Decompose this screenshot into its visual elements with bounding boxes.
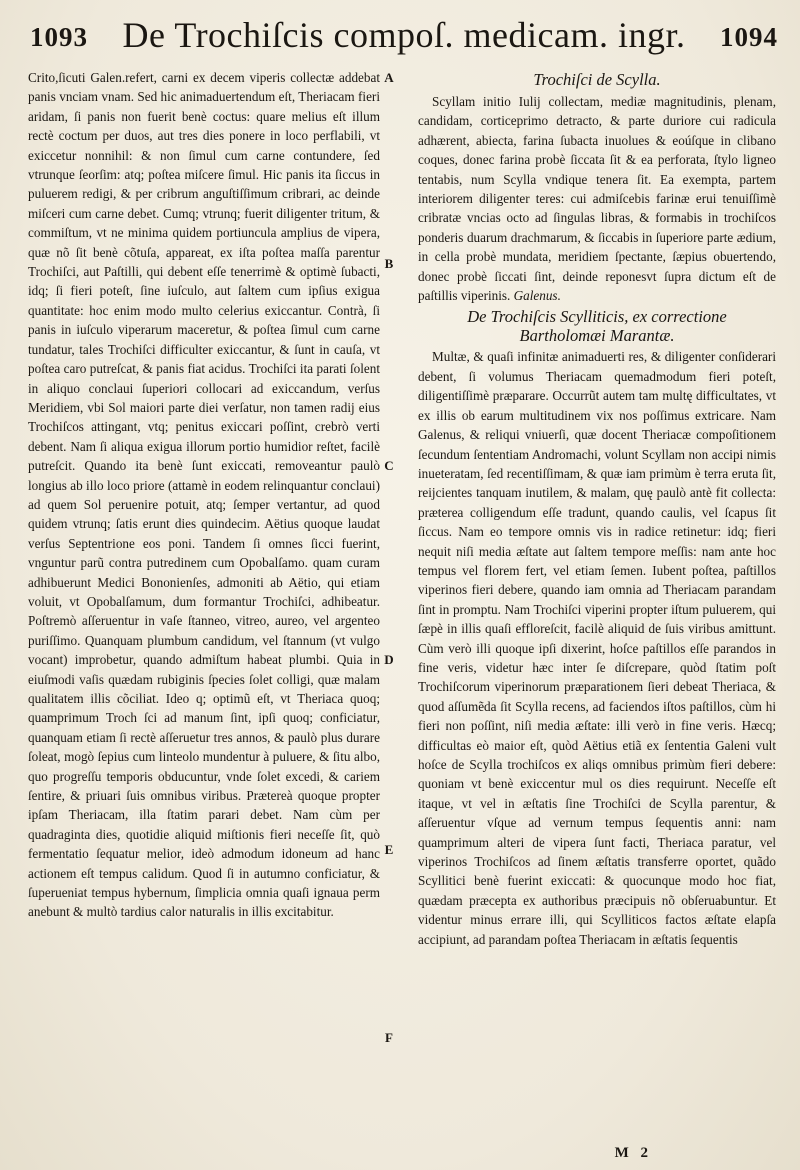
margin-letter-e: E: [384, 842, 394, 857]
margin-letter-d: D: [384, 652, 394, 667]
section-heading-maranta-line1: De Trochiſcis Scylliticis, ex correctione: [467, 307, 727, 327]
margin-letter-f: F: [385, 1030, 393, 1045]
running-title: De Trochiſcis compoſ. medicam. ingr.: [122, 15, 686, 55]
signature-mark: M 2: [614, 1145, 652, 1161]
left-paragraph: Crito,ſicuti Galen.refert, carni ex decem viperis collectæ addebat panis vnciam vnam. Sed hic animaduertendum eſt, Theriacam fieri aridam, ſi panis non fuerit benè coctus: quare melius eſt illum rectè coctum per duos, aut tres dies ponere in loco perflabili, vt exiccetur nonnihil: & non ſimul cum carne contundere, ſed vtrunque ſeorſim: atq; poſtea miſcere ſimul. Hic panis ita ſiccus in puluerem redigi, & per cribrum anguſtiſſimum cribrari, ac deinde miſceri cum carne debet. Cumq; vtrunq; fuerit diligenter tritum, & commiſtum, vt ne minima quidem portiuncula amplius de vipera, quæ nõ ſit benè cõtuſa, appareat, ex iſta poſtea maſſa parentur Trochiſci, aut Paſtilli, qui debent eſſe tenerrimè & optimè ſubacti, idq; ſi fieri poteſt, ſine iuſculo, aut ſaltem cum ipſius exigua quantitate: hoc enim modo multo celerius exiccantur. Contrà, ſi panis in iuſculo viperarum maceretur, & poſtea ſimul cum carne tundatur, tales Trochiſci difficulter exiccantur, & ſunt in cauſa, vt poſtea caro putreſcat, & panis fiat acidus. Trochiſci ita parati ſolent in aliquo conclaui ſuperiori collocari ad exiccandum, verſus Meridiem, vbi Sol maiori parte diei verſatur, non tamen radij eius Trochiſcos attingant, vtq; penitus exiccari poſſint, crebrò verti debent. Nam ſi aliqua exigua illorum portio humidior reſtet, facilè putreſcit. Quando ita benè ſunt exiccati, removeantur paulò longius ab illo loco priore (attamè in eodem relinquantur conclaui) ad quem Sol peruenire potuit, atq; ſemper vertantur, ad quod quidem vtrunq; ſatis erunt dies quindecim. Aëtius quoque laudat verſus Septentrione eos poni. Tandem ſi omnes ſicci fuerint, vnguntur parũ contra putredinem cum Opobalſamo. quam curam adhibuerunt Medici Bononienſes, admoniti ab Aëtio, qui etiam voluit, vt Opobalſamum, dum formantur Trochiſci, adhibeatur. Poſtremò aſſeruentur in vaſe ſtanneo, vitreo, aureo, vel argenteo puriſſimo. Quanquam plumbum candidum, vel ſtannum (vt vulgo vocant) improbetur, quando admiſtum habeat plumbi. Quia in eiuſmodi vaſis quædam rubiginis ſpecies ſolet colligi, quæ malam qualitatem illis cõciliat. Ideo q; optimũ eſt, vt Theriaca quoq; quamprimum Troch ſci ad manum ſint, ipſi quoq; conficiatur, quanquam etiam ſi rectè aſſeruetur tres annos, & paulò plus durare ſoleat, mogò ſepius cum linteolo mundentur à puluere, & ſitu albo, quo progreſſu temporis obducuntur, vnde ſolet excedi, & cariem ſentire, & priuari ſuis omnibus viribus. Prætereà quoque propter ipſam Theriacam, illa ſtatim parari debet. Nam cùm per quadraginta dies, quotidie aliquid miſtionis fieri neceſſe ſit, quò fermentatio ſequatur melior, ideò admodum idoneum ad hanc actionem eſt tempus calidum. Quod ſi in autumno conficiatur, & ſuperueniat tempus hybernum, ſimplicia omnia quaſi ignaua perm anebunt & multò tardius calor naturalis in illis excitabitur.: [28, 70, 380, 920]
section-heading-scylla: Trochiſci de Scylla.: [533, 70, 661, 89]
scylla-recipe-paragraph: [418, 92, 776, 305]
left-column: [28, 68, 380, 1150]
page-number-right: 1094: [720, 22, 778, 52]
margin-letter-a: A: [384, 70, 394, 85]
margin-letter-c: C: [384, 458, 394, 473]
scylla-recipe-text: Scyllam initio Iulij collectam, mediæ magnitudinis, plenam, candidam, corticeprimo detracto, & parte duriore cui radicula adhærent, abiecta, farina ſubacta inuolues & eoúſque in clibano coques, donec farina probè ſiccata ſit & ea perforata, ſtylo ligneo tentabis, num Scylla vndique tenera ſit. Ea exempta, partem interiorem diligenter teres: cui admiſcebis farinæ erui tenuiſſimè cribratæ vncias octo ad ſingulas libras, & formabis in trochiſcos ponderis duarum drachmarum, & ſiccabis in ſuperiore parte ædium, in cella probè mundata, meridiem ſpectante, ſæpius obuertendo, donec probè ſiccati ſint, deinde reponesvt ſupra dictum eſt de paſtillis viperinis.: [418, 94, 776, 304]
page-number-left: 1093: [30, 22, 88, 52]
maranta-paragraph: Multæ, & quaſi infinitæ animaduerti res, & diligenter conſiderari debent, ſi volumus Theriacam quemadmodum fieri poteſt, diligentiſſimè præparare. Occurrũt autem tam multę difficultates, vt ex illis ob earum multitudinem vix nos poſſimus extricare. Nam Galenus, & reliqui vniuerſi, quæ docent Theriacæ compoſitionem ſecundum ſententiam Andromachi, volunt Scyllam non accipi nimis inueteratam, ſed recentiſſimam, & quæ iam primùm è terra eruta ſit, reijcientes tanquam inutilem, & malam, quę paulò antè fit collecta: præterea colligendum eſſe tradunt, quando caulis, vel ſcapus ſit ſiccus. Nam eo tempore omnis vis in radice retinetur: idq; fieri nequit niſi media æſtate aut ſaltem tempore meſſis: nam ante hoc tempus vel florem fert, vel etiam ſemen. Iubent poſtea, paſtillos viperinos fieri debere, quando iam omnia ad Theriacam parandam ſint in promptu. Nam Trochiſci viperini propter iſtum puluerem, qui ſæpè in illis quaſi effloreſcit, facilè aliquid de ſuis viribus amittunt. Cùm verò illi quoque ipſi dixerint, hoſce paſtillos eſſe parandos in fine veris, videtur hæc inter ſe diſcrepare, quòd ſtatim poſt Trochiſcorum viperinorum præparationem ſieri debeat Theriaca, & quod aſſumẽda ſit Scylla recens, ad faciendos iſtos paſtillos, cùm hi fieri non poſſint, niſi media æſtate: illi verò in fine veris. Hæcq; difficultas eò maior eſt, quòd Aëtius etiã ex ſententia Galeni vult hoſce de Scylla trochiſcos ex aliqs omnibus primùm fieri debere: quoniam vt benè exiccentur mul os dies requirunt. Neceſſe eſt itaque, vt vel in æſtatis ſine Trochiſci de Scylla parentur, & aſſeruentur vſque ad vernum tempus ſequentis anni: nam quamprimum alteri de vipera ſunt facti, Theriaca paratur, vel viperinos Trochiſcos ad ſinem æſtatis transferre oportet, quãdo Scyllitici benè fuerint exiccati: & quocunque modo hoc fiat, quædam præcepta ex authoribus præcipuis nõ obſeruabuntur. Et videntur minus errare illi, qui Scylliticos factos æſtate elapſa accipiunt, ad parandam poſtea Theriacam in æſtatis ſequentis: [418, 349, 776, 947]
page-header: [30, 14, 778, 62]
right-column: [418, 68, 776, 1150]
section-heading-maranta-line2: Bartholomæi Marantæ.: [519, 326, 675, 346]
section-heading-maranta: [418, 307, 776, 345]
source-attribution: Galenus.: [513, 288, 561, 304]
margin-letter-b: B: [384, 256, 394, 271]
